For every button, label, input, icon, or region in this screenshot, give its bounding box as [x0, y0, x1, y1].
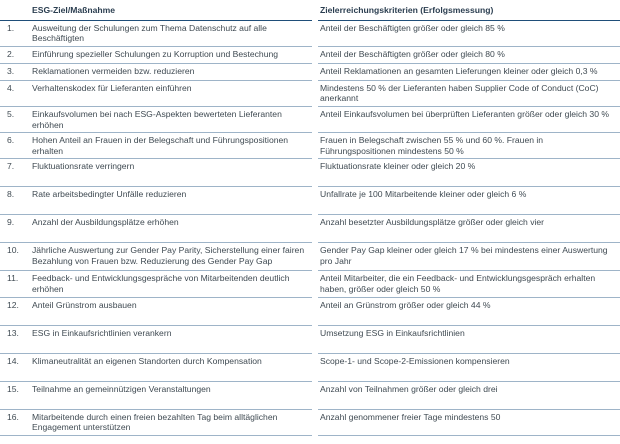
row-goal: Anteil Grünstrom ausbauen [30, 297, 312, 325]
table-row [0, 381, 620, 409]
table-row [0, 46, 620, 63]
table-row [0, 325, 620, 353]
row-criteria: Mindestens 50 % der Lieferanten haben Supplier Code of Conduct (CoC) anerkannt [318, 80, 620, 106]
row-criteria: Unfallrate je 100 Mitarbeitende kleiner oder gleich 6 % [318, 187, 620, 215]
table-row [0, 215, 620, 243]
row-goal: Hohen Anteil an Frauen in der Belegschaft und Führungspositionen erhalten [30, 133, 312, 159]
row-goal: Anzahl der Ausbildungsplätze erhöhen [30, 215, 312, 243]
table-row [0, 297, 620, 325]
row-number: 4. [0, 80, 30, 106]
row-criteria: Anteil Reklamationen an gesamten Lieferungen kleiner oder gleich 0,3 % [318, 63, 620, 80]
table-row [0, 271, 620, 297]
row-goal: Teilnahme an gemeinnützigen Veranstaltungen [30, 381, 312, 409]
row-goal: Einkaufsvolumen bei nach ESG-Aspekten bewerteten Lieferanten erhöhen [30, 106, 312, 132]
row-number: 3. [0, 63, 30, 80]
row-criteria: Anteil an Grünstrom größer oder gleich 44 % [318, 297, 620, 325]
row-number: 2. [0, 46, 30, 63]
table-row [0, 63, 620, 80]
row-goal: Fluktuationsrate verringern [30, 159, 312, 187]
row-number: 7. [0, 159, 30, 187]
row-criteria: Anteil der Beschäftigten größer oder gleich 85 % [318, 20, 620, 46]
row-number: 16. [0, 409, 30, 435]
row-number: 9. [0, 215, 30, 243]
row-number: 13. [0, 325, 30, 353]
row-goal: Feedback- und Entwicklungsgespräche von Mitarbeitenden deutlich erhöhen [30, 271, 312, 297]
table-row [0, 20, 620, 46]
row-number: 6. [0, 133, 30, 159]
table-row [0, 187, 620, 215]
row-number: 5. [0, 106, 30, 132]
row-number: 15. [0, 381, 30, 409]
row-goal: Rate arbeitsbedingter Unfälle reduzieren [30, 187, 312, 215]
row-number: 10. [0, 243, 30, 271]
row-criteria: Anzahl besetzter Ausbildungsplätze größer oder gleich vier [318, 215, 620, 243]
row-goal: Verhaltenskodex für Lieferanten einführen [30, 80, 312, 106]
row-number: 14. [0, 353, 30, 381]
row-criteria: Anteil der Beschäftigten größer oder gleich 80 % [318, 46, 620, 63]
row-criteria: Anzahl von Teilnahmen größer oder gleich drei [318, 381, 620, 409]
table-row [0, 133, 620, 159]
row-number: 12. [0, 297, 30, 325]
row-goal: Jährliche Auswertung zur Gender Pay Parity, Sicherstellung einer fairen Bezahlung von Frauen bzw. Reduzierung des Gender Pay Gap [30, 243, 312, 271]
table-header [0, 0, 620, 20]
row-number: 11. [0, 271, 30, 297]
header-criteria: Zielerreichungskriterien (Erfolgsmessung) [318, 0, 620, 20]
row-goal: Mitarbeitende durch einen freien bezahlten Tag beim alltäglichen Engagement unterstützen [30, 409, 312, 435]
table-row [0, 159, 620, 187]
row-number: 8. [0, 187, 30, 215]
row-goal: Klimaneutralität an eigenen Standorten durch Kompensation [30, 353, 312, 381]
row-goal: Einführung spezieller Schulungen zu Korruption und Bestechung [30, 46, 312, 63]
row-number: 1. [0, 20, 30, 46]
table-body [0, 20, 620, 435]
row-criteria: Frauen in Belegschaft zwischen 55 % und 60 %. Frauen in Führungspositionen mindestens 50 % [318, 133, 620, 159]
header-number-cell [0, 0, 30, 20]
header-goal: ESG-Ziel/Maßnahme [30, 0, 312, 20]
row-goal: Reklamationen vermeiden bzw. reduzieren [30, 63, 312, 80]
row-criteria: Umsetzung ESG in Einkaufsrichtlinien [318, 325, 620, 353]
row-criteria: Anzahl genommener freier Tage mindestens 50 [318, 409, 620, 435]
row-criteria: Anteil Einkaufsvolumen bei überprüften Lieferanten größer oder gleich 30 % [318, 106, 620, 132]
row-goal: ESG in Einkaufsrichtlinien verankern [30, 325, 312, 353]
row-goal: Ausweitung der Schulungen zum Thema Datenschutz auf alle Beschäftigten [30, 20, 312, 46]
row-criteria: Fluktuationsrate kleiner oder gleich 20 % [318, 159, 620, 187]
table-row [0, 409, 620, 435]
row-criteria: Scope-1- und Scope-2-Emissionen kompensieren [318, 353, 620, 381]
row-criteria: Gender Pay Gap kleiner oder gleich 17 % bei mindestens einer Auswertung pro Jahr [318, 243, 620, 271]
table-row [0, 80, 620, 106]
row-criteria: Anteil Mitarbeiter, die ein Feedback- und Entwicklungsgespräch erhalten haben, größer oder gleich 50 % [318, 271, 620, 297]
table-row [0, 106, 620, 132]
table-row [0, 243, 620, 271]
table-row [0, 353, 620, 381]
